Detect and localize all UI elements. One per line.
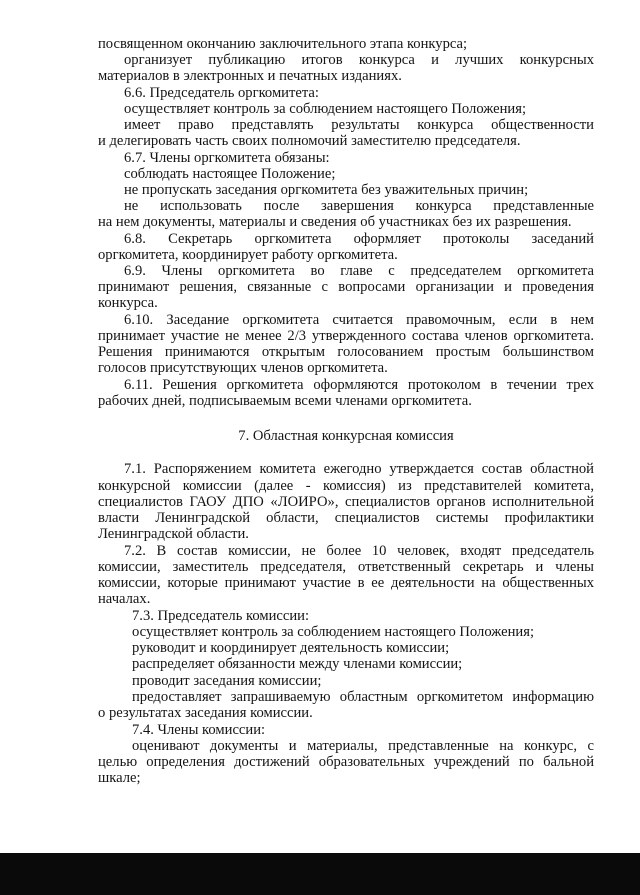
text-line: распределяет обязанности между членами комиссии; [132,656,463,672]
section-heading: 6.7. Члены оргкомитета обязаны: [124,150,330,166]
text-line: оценивают документы и материалы, представленные на конкурс, с [132,738,594,754]
text-line: 6.9. Члены оргкомитета во главе с председателем оргкомитета [124,263,594,279]
text-line: имеет право представлять результаты конкурса общественности [124,117,594,133]
text-line: осуществляет контроль за соблюдением настоящего Положения; [124,101,527,117]
text-line: 6.10. Заседание оргкомитета считается правомочным, если в нем [124,312,594,328]
text-line: комиссии, которые принимают участие в ее деятельности на общественных [98,575,594,591]
text-line: посвященном окончанию заключительного этапа конкурса; [98,36,468,52]
text-line: на нем документы, материалы и сведения об участниках без их разрешения. [98,214,572,230]
text-line: комиссии, заместитель председателя, ответственный секретарь и члены [98,559,594,575]
scan-border [0,853,640,895]
section-heading: 7.4. Члены комиссии: [132,722,266,738]
chapter-title: 7. Областная конкурсная комиссия [238,428,454,444]
text-line: Ленинградской области. [98,526,249,542]
text-line: власти Ленинградской области, специалистов системы профилактики [98,510,594,526]
text-line: голосов присутствующих членов оргкомитета. [98,360,388,376]
text-line: 6.8. Секретарь оргкомитета оформляет протоколы заседаний [124,231,594,247]
text-line: конкурса. [98,295,158,311]
text-line: шкале; [98,770,141,786]
text-line: не пропускать заседания оргкомитета без уважительных причин; [124,182,529,198]
text-line: принимает участие не менее 2/3 утвержденного состава членов оргкомитета. [98,328,594,344]
text-line: о результатах заседания комиссии. [98,705,313,721]
text-line: проводит заседания комиссии; [132,673,322,689]
text-line: организует публикацию итогов конкурса и лучших конкурсных [124,52,594,68]
text-line: конкурсной комиссии (далее - комиссия) из представителей комитета, [98,478,594,494]
text-line: рабочих дней, подписываемым всеми членами оргкомитета. [98,393,472,409]
text-line: Решения принимаются открытым голосованием простым большинством [98,344,594,360]
text-line: соблюдать настоящее Положение; [124,166,336,182]
text-line: целью определения достижений образовательных учреждений по бальной [98,754,594,770]
text-line: предоставляет запрашиваемую областным оргкомитетом информацию [132,689,594,705]
text-line: 6.11. Решения оргкомитета оформляются протоколом в течении трех [124,377,594,393]
text-line: 7.1. Распоряжением комитета ежегодно утверждается состав областной [124,461,594,477]
text-line: 7.2. В состав комиссии, не более 10 человек, входят председатель [124,543,594,559]
text-line: началах. [98,591,151,607]
text-line: оргкомитета, координирует работу оргкомитета. [98,247,398,263]
text-line: и делегировать часть своих полномочий заместителю председателя. [98,133,521,149]
section-heading: 6.6. Председатель оргкомитета: [124,85,319,101]
text-line: осуществляет контроль за соблюдением настоящего Положения; [132,624,535,640]
text-line: материалов в электронных и печатных изданиях. [98,68,402,84]
text-line: специалистов ГАОУ ДПО «ЛОИРО», специалистов органов исполнительной [98,494,594,510]
text-line: не использовать после завершения конкурса представленные [124,198,594,214]
text-line: руководит и координирует деятельность комиссии; [132,640,450,656]
section-heading: 7.3. Председатель комиссии: [132,608,310,624]
text-line: принимают решения, связанные с вопросами организации и проведения [98,279,594,295]
